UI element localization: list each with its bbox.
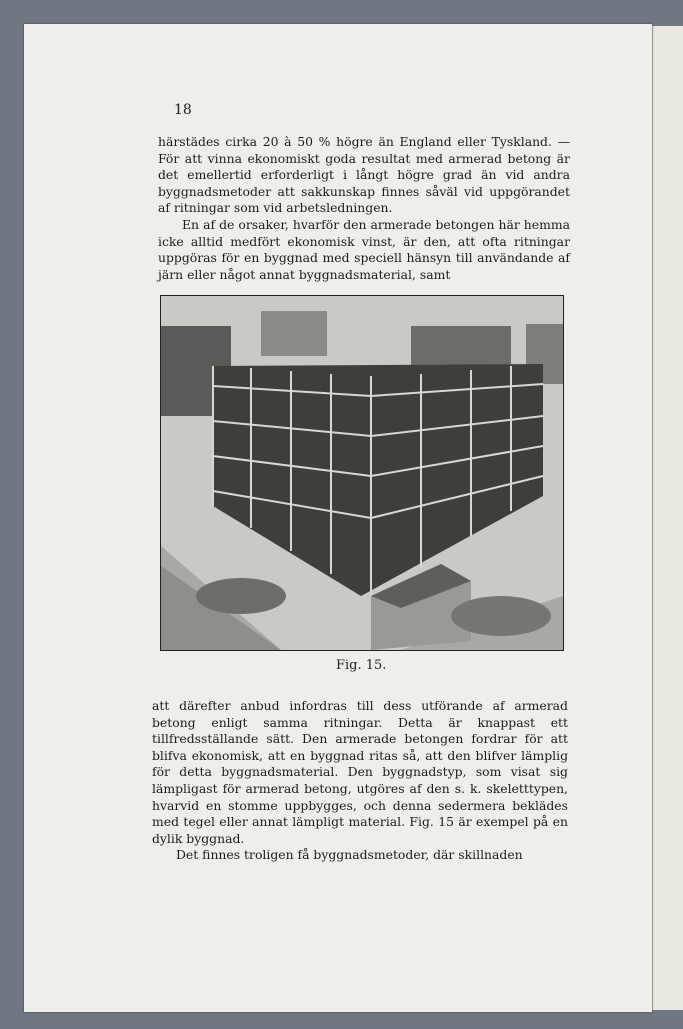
paragraph: Det finnes troligen få byggnadsmetoder, där skillnaden: [176, 847, 523, 863]
paragraph: att därefter anbud infordras till dess utförande af armerad betong enligt samma ritningar. Detta är knappast ett tillfredsställande sätt. Den armerade betongen fordrar för att blifva ekonomisk, att en byggnad ritas så, att den blifver lämplig för detta byggnadsmaterial. Den byggnadstyp, som visat sig lämpligast för armerad betong, utgöres af den s. k. skeletttypen, hvarvid en stomme uppbygges, och denna sedermera beklädes med tegel eller annat lämpligt material. Fig. 15 är exempel på en dylik byggnad.: [152, 698, 568, 846]
next-page-edge: [652, 26, 683, 1010]
construction-photo-drawing: [161, 296, 563, 650]
top-text-block: [158, 134, 570, 283]
page-number: 18: [174, 102, 192, 118]
figure-caption: Fig. 15.: [336, 658, 387, 673]
bottom-text-block: [152, 698, 568, 864]
paragraph: En af de orsaker, hvarför den armerade betongen här hemma icke alltid medfört ekonomisk vinst, är den, att ofta ritningar uppgöras för en byggnad med speciell hänsyn till användande af järn eller något annat byggnadsmaterial, samt: [158, 216, 570, 282]
construction-photo: [160, 295, 564, 651]
paragraph: härstädes cirka 20 à 50 % högre än England eller Tyskland. — För att vinna ekonomiskt goda resultat med armerad betong är det emellertid erforderligt i långt högre grad än vid andra byggnadsmetoder att sakkunskap finnes såväl vid uppgörandet af ritningar som vid arbetsledningen.: [158, 134, 570, 216]
